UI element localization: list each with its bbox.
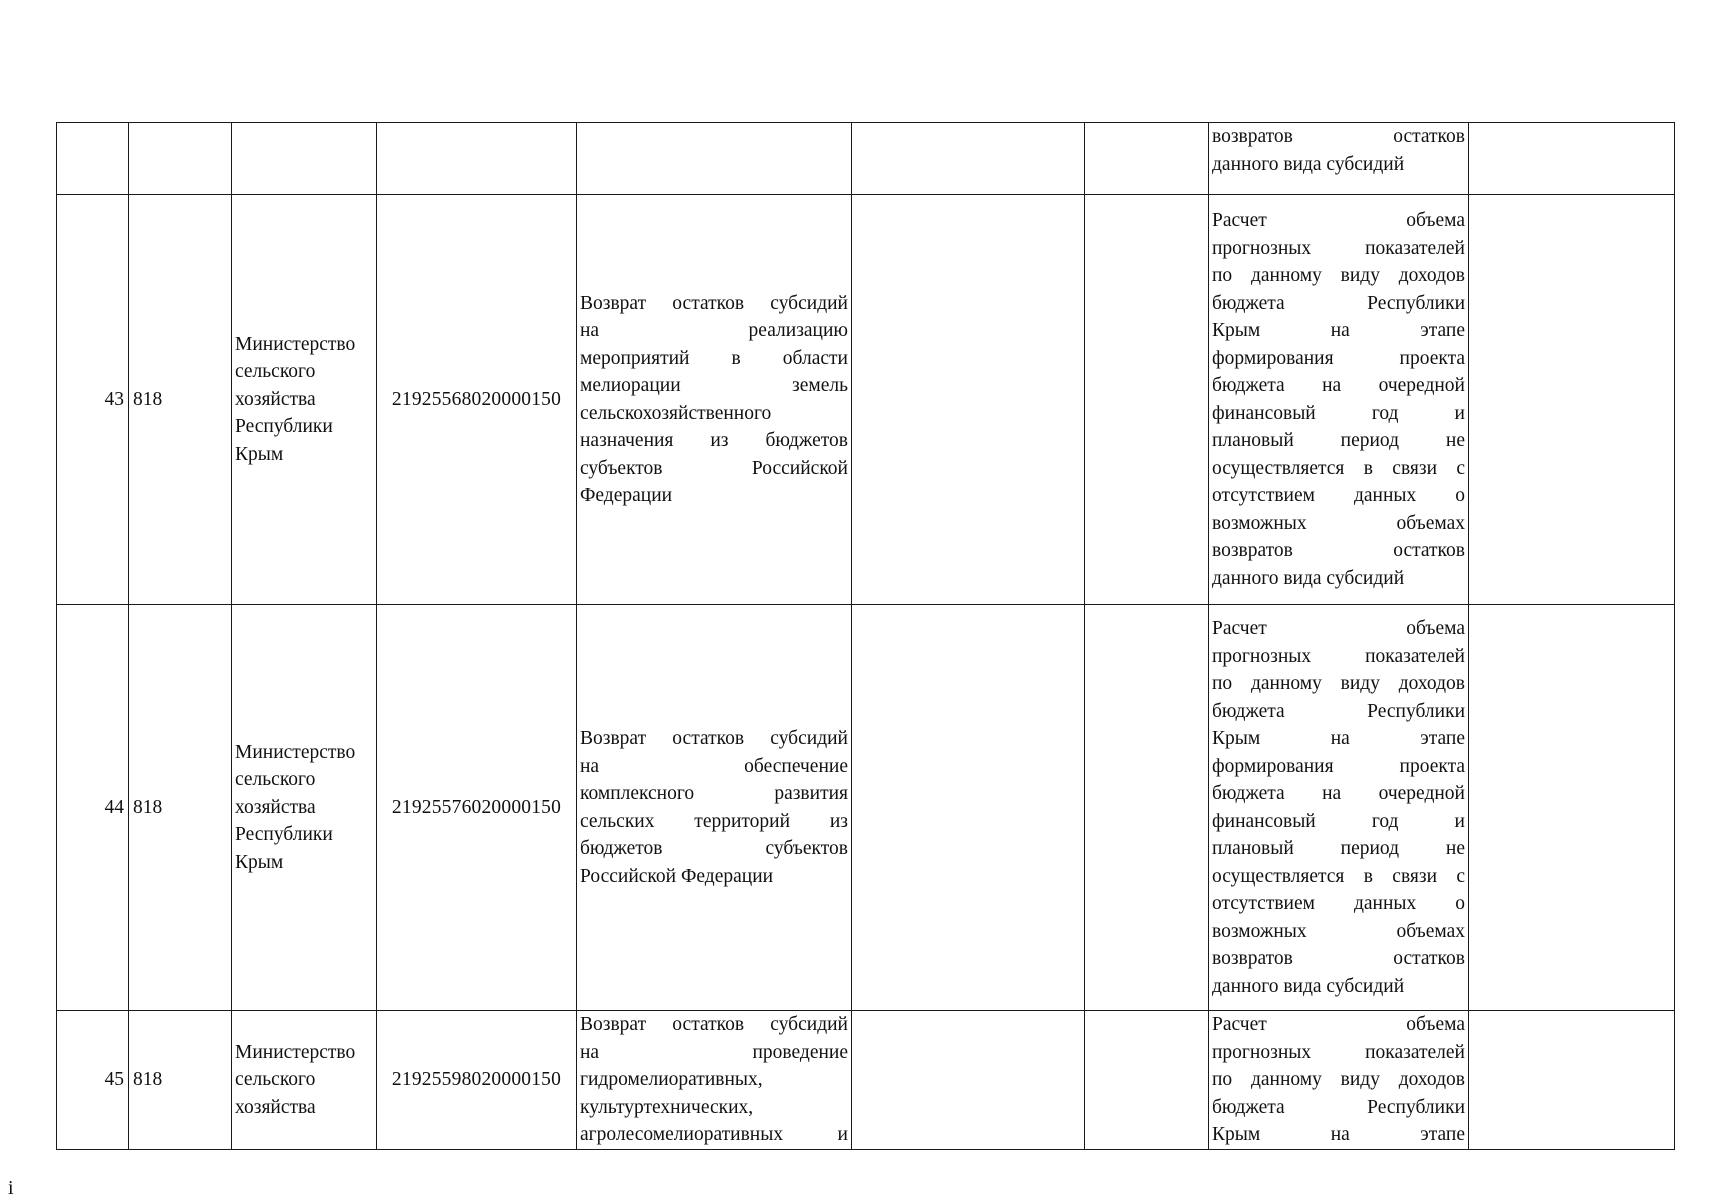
note-line: бюджета на очередной: [1212, 783, 1465, 804]
note-line: Крым на этапе: [1212, 728, 1465, 749]
cell-empty-2: [1085, 123, 1209, 195]
cell-empty-1: [852, 605, 1085, 1011]
note-line: Расчет объема: [1212, 618, 1465, 639]
note-line: финансовый год и: [1212, 402, 1465, 424]
org-line: сельского: [235, 361, 316, 383]
note-line: осуществляется в связи с: [1212, 865, 1465, 887]
cell-kbk: [377, 123, 577, 195]
note-line: финансовый год и: [1212, 810, 1465, 832]
desc-line: Российской Федерации: [580, 865, 774, 887]
cell-empty-1: [852, 1011, 1085, 1150]
org-line: Крым: [235, 443, 284, 465]
desc-line: Возврат остатков субсидий: [580, 1014, 848, 1035]
note-line: Расчет объема: [1212, 210, 1465, 231]
org-line: Крым: [235, 851, 284, 873]
administrator-name: [232, 1011, 377, 1150]
note-line: отсутствием данных о: [1212, 485, 1465, 506]
cell-code: [129, 123, 232, 195]
row-index: 44: [57, 605, 129, 1011]
calculation-note: [1209, 195, 1469, 605]
note-line: по данному виду доходов: [1212, 673, 1465, 694]
org-line: Республики: [235, 416, 333, 438]
cell-empty-3: [1469, 605, 1675, 1011]
note-line: бюджета на очередной: [1212, 375, 1465, 396]
note-line: данного вида субсидий: [1212, 567, 1405, 589]
kbk-code: 21925568020000150: [377, 195, 577, 605]
note-line: осуществляется в связи с: [1212, 457, 1465, 479]
desc-line: на реализацию: [580, 320, 848, 341]
org-line: Республики: [235, 824, 333, 846]
note-line: возможных объемах: [1212, 512, 1465, 534]
note-line: Крым на этапе: [1212, 320, 1465, 341]
note-line: формирования проекта: [1212, 755, 1465, 777]
note-line: данного вида субсидий: [1212, 153, 1405, 175]
org-line: сельского: [235, 769, 316, 791]
org-line: Министерство: [235, 333, 356, 355]
desc-line: сельскохозяйственного: [580, 402, 772, 424]
calculation-note: [1209, 605, 1469, 1011]
note-line: бюджета Республики: [1212, 700, 1465, 722]
table-row-43: [57, 195, 1675, 605]
note-line: Крым на этапе: [1212, 1124, 1465, 1145]
chapter-code: 818: [129, 1011, 232, 1150]
note-line: отсутствием данных о: [1212, 893, 1465, 914]
note-line: по данному виду доходов: [1212, 1069, 1465, 1090]
desc-line: Возврат остатков субсидий: [580, 728, 848, 749]
cell-org: [232, 123, 377, 195]
desc-line: Возврат остатков субсидий: [580, 292, 848, 314]
table-row-45: [57, 1011, 1675, 1150]
note-line: Расчет объема: [1212, 1014, 1465, 1035]
cell-empty-2: [1085, 1011, 1209, 1150]
note-line: возвратов остатков: [1212, 948, 1465, 969]
continuation-row: [57, 123, 1675, 195]
note-line: прогнозных показателей: [1212, 237, 1465, 259]
desc-line: гидромелиоративных,: [580, 1069, 763, 1090]
org-line: хозяйства: [235, 388, 316, 410]
note-line: по данному виду доходов: [1212, 265, 1465, 286]
administrator-name: [232, 195, 377, 605]
org-line: Министерство: [235, 741, 356, 763]
note-line: бюджета Республики: [1212, 292, 1465, 314]
income-forecast-table: [56, 122, 1675, 1150]
note-line: данного вида субсидий: [1212, 975, 1405, 997]
margin-mark: i: [8, 1177, 14, 1199]
income-description: [577, 605, 852, 1011]
note-line: прогнозных показателей: [1212, 645, 1465, 667]
cell-index: [57, 123, 129, 195]
income-description: [577, 1011, 852, 1150]
cell-empty-1: [852, 195, 1085, 605]
income-forecast-table-wrapper: [56, 122, 1674, 1146]
chapter-code: 818: [129, 605, 232, 1011]
desc-line: бюджетов субъектов: [580, 838, 848, 859]
desc-line: на проведение: [580, 1041, 848, 1063]
table-row-44: [57, 605, 1675, 1011]
org-line: хозяйства: [235, 796, 316, 818]
org-line: хозяйства: [235, 1096, 316, 1118]
row-index: 45: [57, 1011, 129, 1150]
desc-line: культуртехнических,: [580, 1096, 754, 1118]
note-line: формирования проекта: [1212, 347, 1465, 369]
row-index: 43: [57, 195, 129, 605]
desc-line: комплексного развития: [580, 783, 848, 804]
desc-line: назначения из бюджетов: [580, 430, 848, 451]
cell-empty-2: [1085, 195, 1209, 605]
desc-line: на обеспечение: [580, 755, 848, 777]
cell-empty-3: [1469, 195, 1675, 605]
cell-empty-1: [852, 123, 1085, 195]
cell-note: [1209, 123, 1469, 195]
note-line: возможных объемах: [1212, 920, 1465, 942]
desc-line: Федерации: [580, 485, 673, 506]
income-description: [577, 195, 852, 605]
note-line: плановый период не: [1212, 430, 1465, 451]
note-line: возвратов остатков: [1212, 126, 1465, 147]
note-line: прогнозных показателей: [1212, 1041, 1465, 1063]
note-line: возвратов остатков: [1212, 540, 1465, 561]
desc-line: сельских территорий из: [580, 810, 848, 832]
desc-line: мелиорации земель: [580, 375, 848, 396]
administrator-name: [232, 605, 377, 1011]
cell-empty-2: [1085, 605, 1209, 1011]
org-line: Министерство: [235, 1041, 356, 1063]
cell-empty-3: [1469, 1011, 1675, 1150]
desc-line: субъектов Российской: [580, 457, 848, 479]
note-line: бюджета Республики: [1212, 1096, 1465, 1118]
chapter-code: 818: [129, 195, 232, 605]
cell-desc: [577, 123, 852, 195]
desc-line: агролесомелиоративных и: [580, 1124, 848, 1145]
cell-empty-3: [1469, 123, 1675, 195]
desc-line: мероприятий в области: [580, 347, 848, 369]
org-line: сельского: [235, 1069, 316, 1090]
calculation-note: [1209, 1011, 1469, 1150]
kbk-code: 21925576020000150: [377, 605, 577, 1011]
kbk-code: 21925598020000150: [377, 1011, 577, 1150]
note-line: плановый период не: [1212, 838, 1465, 859]
